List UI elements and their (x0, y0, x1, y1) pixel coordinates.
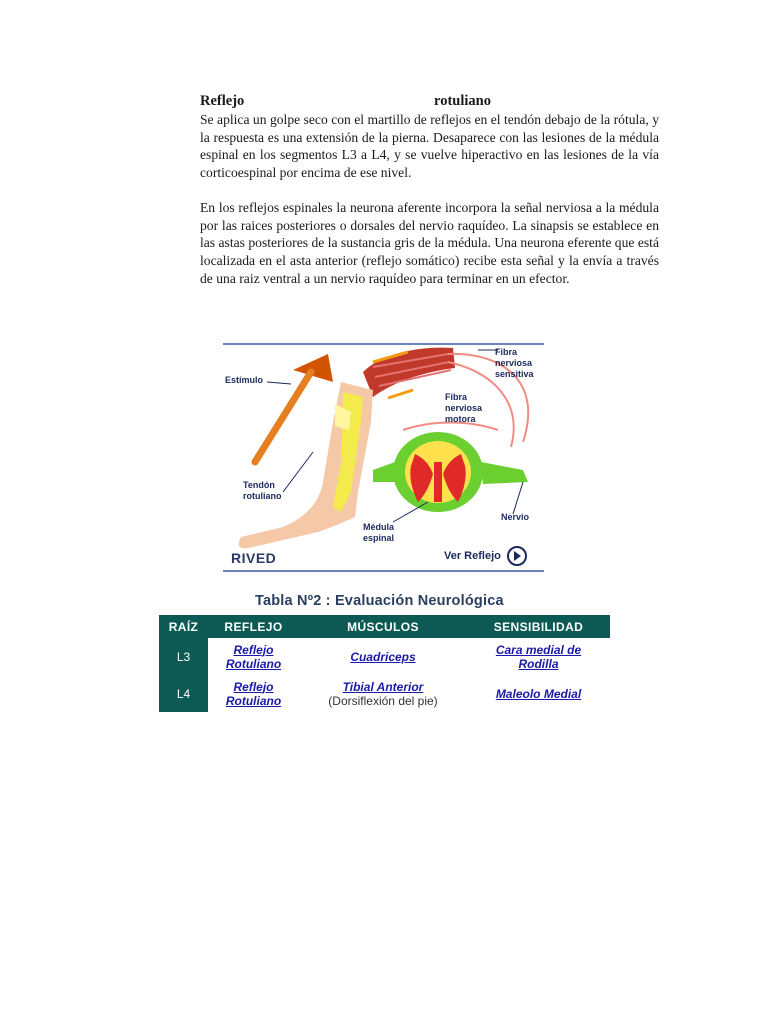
neuro-eval-table (159, 615, 610, 712)
heading-left: Reflejo (200, 93, 245, 109)
ver-reflejo-label: Ver Reflejo (444, 550, 501, 562)
table-row (159, 638, 610, 675)
paragraph-2: En los reflejos espinales la neurona aferente incorpora la señal nerviosa a la médula por las raices posteriores o dorsales del nervio raquídeo. La sinapsis se establece en las astas posteriores de la sustancia gris de la médula. Una neurona eferente que está localizada en el asta anterior (reflejo somático) recibe esta señal y la envía a través de una raiz ventral a un nervio raquídeo para terminar en un efector. (200, 199, 659, 286)
paragraph-1: Se aplica un golpe seco con el martillo de reflejos en el tendón debajo de la rótula, y la respuesta es una extensión de la pierna. Desaparece con las lesiones de la médula espinal en los segmentos L3 a L4, y se vuelve hiperactivo en las lesiones de la vía corticoespinal por encima de ese nivel. (200, 112, 659, 181)
label-fibra-motora: Fibra nerviosa motora (445, 392, 483, 424)
label-nervio: Nervio (501, 512, 530, 522)
label-fibra-sensitiva: Fibra nerviosa sensitiva (495, 347, 534, 379)
table-title: Tabla Nº2 : Evaluación Neurológica (255, 593, 504, 609)
document-body (200, 91, 659, 287)
label-tendon: Tendón rotuliano (243, 480, 282, 501)
section-heading (200, 91, 491, 111)
table-row (159, 675, 610, 712)
reflex-link[interactable]: Reflejo Rotuliano (225, 679, 282, 708)
sensitivity-link[interactable]: Maleolo Medial (495, 686, 582, 701)
reflex-link[interactable]: Reflejo Rotuliano (225, 642, 282, 671)
col-header-raiz: RAÍZ (159, 615, 208, 638)
muscle-note: (Dorsiflexión del pie) (328, 693, 438, 708)
sensitivity-link[interactable]: Cara medial de Rodilla (495, 642, 582, 671)
root-cell: L3 (159, 638, 208, 675)
label-estimulo: Estímulo (225, 375, 264, 385)
muscle-link[interactable]: Tibial Anterior (342, 679, 424, 694)
muscle-link[interactable]: Cuadriceps (350, 649, 416, 664)
col-header-musculos: MÚSCULOS (299, 615, 467, 638)
col-header-sensibilidad: SENSIBILIDAD (467, 615, 610, 638)
label-medula: Médula espinal (363, 522, 395, 543)
table-header-row (159, 615, 610, 638)
root-cell: L4 (159, 675, 208, 712)
play-icon (507, 546, 527, 566)
rived-logo: RIVED (231, 550, 277, 566)
heading-right: rotuliano (434, 93, 491, 109)
col-header-reflejo: REFLEJO (208, 615, 299, 638)
reflex-arc-figure (223, 342, 544, 573)
ver-reflejo-button[interactable] (444, 546, 527, 566)
